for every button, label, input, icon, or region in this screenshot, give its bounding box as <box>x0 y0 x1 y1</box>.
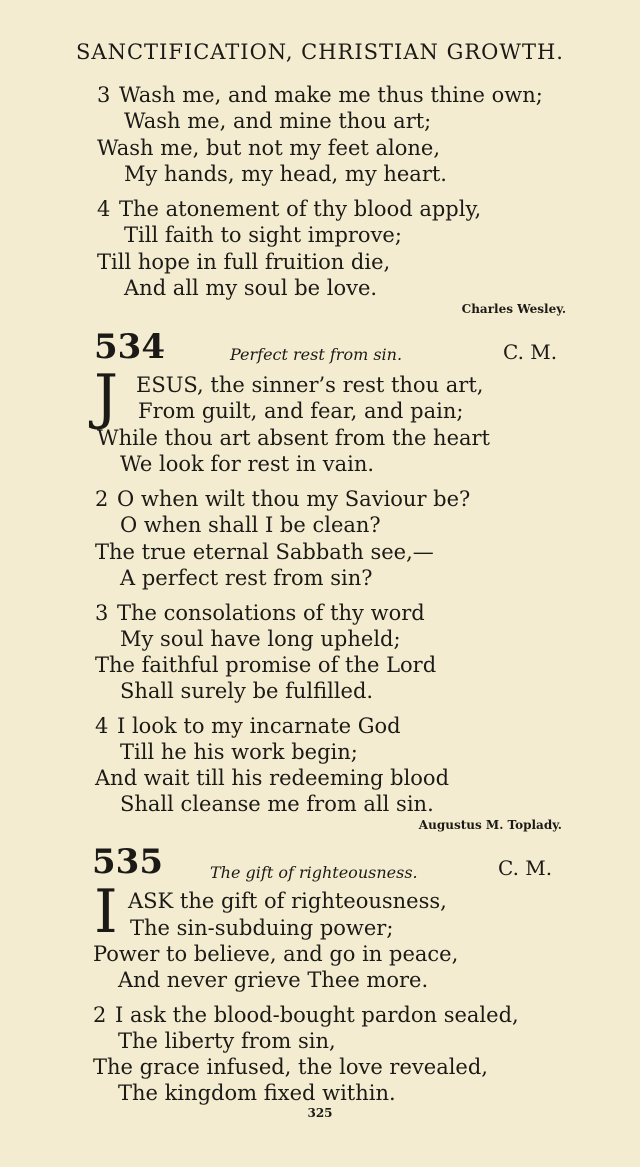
verse-line: And never grieve Thee more. <box>118 968 429 992</box>
verse-line: And wait till his redeeming blood <box>95 766 450 790</box>
verse-line: My hands, my head, my heart. <box>124 162 447 186</box>
verse-line: The grace infused, the love revealed, <box>93 1055 488 1079</box>
verse-line: 3 Wash me, and make me thus thine own; <box>97 83 543 107</box>
hymn-number: 534 <box>94 327 165 367</box>
verse-line: 4 The atonement of thy blood apply, <box>97 197 482 221</box>
verse-number: 2 <box>93 1003 107 1027</box>
verse-line: While thou art absent from the heart <box>97 426 490 450</box>
verse-line: And all my soul be love. <box>124 276 378 300</box>
hymn-meter: C. M. <box>503 340 558 364</box>
verse-line: The true eternal Sabbath see,— <box>95 540 434 564</box>
verse-line: Till he his work begin; <box>120 740 358 764</box>
verse-line: ASK the gift of righteousness, <box>128 889 447 913</box>
verse-number: 4 <box>97 197 111 221</box>
verse-line: 2 I ask the blood-bought pardon sealed, <box>93 1003 519 1027</box>
verse-number: 3 <box>97 83 111 107</box>
verse-line: 2 O when wilt thou my Saviour be? <box>95 487 471 511</box>
verse-number: 3 <box>95 601 109 625</box>
hymn-title: The gift of righteousness. <box>210 863 418 882</box>
drop-cap: J <box>94 362 119 432</box>
verse-line: Wash me, but not my feet alone, <box>97 136 441 160</box>
running-header: SANCTIFICATION, CHRISTIAN GROWTH. <box>76 40 564 64</box>
page-number: 325 <box>307 1106 333 1120</box>
hymn-author: Augustus M. Toplady. <box>418 818 562 832</box>
verse-line: Shall cleanse me from all sin. <box>120 792 434 816</box>
hymn-author: Charles Wesley. <box>461 302 566 316</box>
hymn-title: Perfect rest from sin. <box>230 345 403 364</box>
verse-line: The liberty from sin, <box>118 1029 336 1053</box>
verse-line: ESUS, the sinner’s rest thou art, <box>136 373 484 397</box>
verse-number: 2 <box>95 487 109 511</box>
verse-line: Till faith to sight improve; <box>124 223 402 247</box>
verse-line: My soul have long upheld; <box>120 627 401 651</box>
hymn-meter: C. M. <box>498 856 553 880</box>
verse-line: Wash me, and mine thou art; <box>124 109 432 133</box>
verse-line: A perfect rest from sin? <box>120 566 373 590</box>
verse-line: Shall surely be fulfilled. <box>120 679 374 703</box>
verse-line: The sin-subduing power; <box>130 916 394 940</box>
verse-line: The kingdom fixed within. <box>118 1081 396 1105</box>
verse-line: We look for rest in vain. <box>120 452 375 476</box>
verse-line: 3 The consolations of thy word <box>95 601 425 625</box>
verse-line: Till hope in full fruition die, <box>97 250 391 274</box>
verse-line: O when shall I be clean? <box>120 513 381 537</box>
verse-number: 4 <box>95 714 109 738</box>
verse-line: From guilt, and fear, and pain; <box>138 399 464 423</box>
hymn-number: 535 <box>92 842 163 882</box>
verse-line: The faithful promise of the Lord <box>95 653 437 677</box>
verse-line: Power to believe, and go in peace, <box>93 942 459 966</box>
drop-cap: I <box>94 877 118 947</box>
verse-line: 4 I look to my incarnate God <box>95 714 401 738</box>
